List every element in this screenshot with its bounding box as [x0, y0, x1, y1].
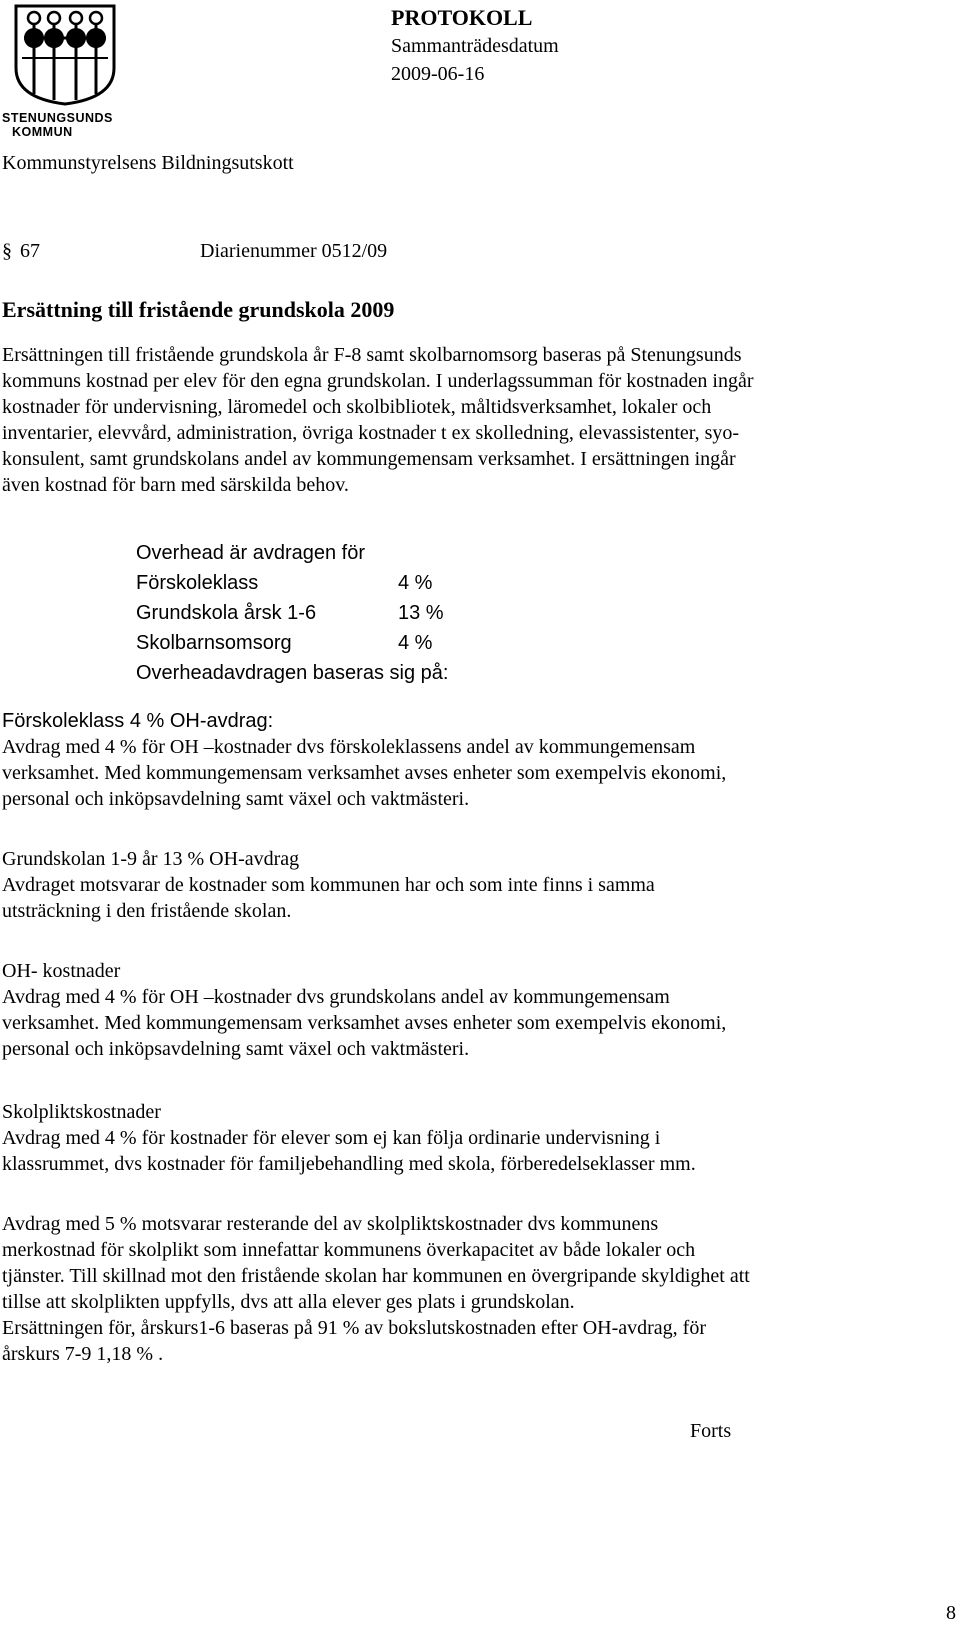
intro-line: även kostnad för barn med särskilda behov.	[2, 474, 349, 496]
overhead-row-label: Grundskola årsk 1-6	[136, 602, 317, 624]
preschool-class-block	[2, 734, 726, 812]
text-line: tillse att skolplikten uppfylls, dvs att alla elever ges plats i grundskolan.	[2, 1291, 575, 1313]
meeting-date: 2009-06-16	[391, 63, 485, 85]
page-number: 8	[946, 1602, 956, 1624]
section-number: 67	[20, 240, 40, 262]
text-line: personal och inköpsavdelning samt växel och vaktmästeri.	[2, 788, 470, 810]
text-line: verksamhet. Med kommungemensam verksamhet avses enheter som exempelvis ekonomi,	[2, 762, 727, 784]
text-line: Ersättningen för, årskurs1-6 baseras på 91 % av bokslutskostnaden efter OH-avdrag, för	[2, 1317, 706, 1339]
diary-number: Diarienummer 0512/09	[200, 240, 388, 262]
text-line: årskurs 7-9 1,18 % .	[2, 1343, 164, 1365]
text-line: Avdrag med 4 % för kostnader för elever som ej kan följa ordinarie undervisning i	[2, 1127, 661, 1149]
intro-line: inventarier, elevvård, administration, övriga kostnader t ex skolledning, elevassistenter, syo-	[2, 422, 740, 444]
page-title: Ersättning till fristående grundskola 2009	[2, 297, 395, 322]
section-line	[2, 238, 387, 264]
logo-text-line2: KOMMUN	[12, 125, 73, 139]
text-line: Avdrag med 5 % motsvarar resterande del av skolpliktskostnader dvs kommunens	[2, 1213, 659, 1235]
compulsory-attendance-block	[2, 1099, 696, 1177]
text-line: tjänster. Till skillnad mot den fristående skolan har kommunen en övergripande skyldighet att	[2, 1265, 750, 1287]
overhead-heading: Overhead är avdragen för	[136, 542, 366, 564]
block-title: Skolpliktskostnader	[2, 1101, 161, 1123]
overhead-row-label: Skolbarnsomsorg	[136, 632, 292, 654]
overhead-row-value: 13 %	[398, 602, 444, 624]
intro-line: Ersättningen till fristående grundskola år F-8 samt skolbarnomsorg baseras på Stenungsunds	[2, 344, 742, 366]
overhead-row-value: 4 %	[398, 572, 433, 594]
coat-of-arms-icon	[2, 2, 124, 106]
overhead-block	[136, 538, 736, 688]
remaining-deduction-block	[2, 1211, 750, 1367]
paragraph-sign: §	[2, 240, 12, 262]
overhead-row	[136, 568, 736, 598]
text-line: merkostnad för skolplikt som innefattar kommunens överkapacitet av både lokaler och	[2, 1239, 696, 1261]
overhead-row-label: Förskoleklass	[136, 572, 259, 594]
block-title: Grundskolan 1-9 år 13 % OH-avdrag	[2, 848, 300, 870]
text-line: utsträckning i den fristående skolan.	[2, 900, 292, 922]
overhead-row-value: 4 %	[398, 632, 433, 654]
committee-name: Kommunstyrelsens Bildningsutskott	[2, 152, 294, 174]
overhead-row	[136, 598, 736, 628]
text-line: personal och inköpsavdelning samt växel och vaktmästeri.	[2, 1038, 470, 1060]
intro-line: kostnader för undervisning, läromedel och skolbibliotek, måltidsverksamhet, lokaler och	[2, 396, 712, 418]
preschool-class-title: Förskoleklass 4 % OH-avdrag:	[2, 710, 274, 732]
text-line: Avdrag med 4 % för OH –kostnader dvs grundskolans andel av kommungemensam	[2, 986, 670, 1008]
municipality-logo	[2, 2, 124, 139]
document-type: PROTOKOLL	[391, 5, 533, 30]
text-line: verksamhet. Med kommungemensam verksamhet avses enheter som exempelvis ekonomi,	[2, 1012, 727, 1034]
continued-marker: Forts	[690, 1420, 732, 1442]
intro-paragraph	[2, 342, 753, 498]
overhead-row	[136, 628, 736, 658]
intro-line: kommuns kostnad per elev för den egna grundskolan. I underlagssumman för kostnaden ingår	[2, 370, 754, 392]
oh-costs-block	[2, 958, 726, 1062]
text-line: klassrummet, dvs kostnader för familjebehandling med skola, förberedelseklasser mm.	[2, 1153, 696, 1175]
meeting-date-label: Sammanträdesdatum	[391, 35, 559, 57]
block-title: OH- kostnader	[2, 960, 121, 982]
overhead-basis: Overheadavdragen baseras sig på:	[136, 662, 449, 684]
compulsory-school-block	[2, 846, 655, 924]
text-line: Avdraget motsvarar de kostnader som kommunen har och som inte finns i samma	[2, 874, 655, 896]
intro-line: konsulent, samt grundskolans andel av kommungemensam verksamhet. I ersättningen ingår	[2, 448, 736, 470]
logo-text-line1: STENUNGSUNDS	[2, 111, 113, 125]
text-line: Avdrag med 4 % för OH –kostnader dvs förskoleklassens andel av kommungemensam	[2, 736, 696, 758]
